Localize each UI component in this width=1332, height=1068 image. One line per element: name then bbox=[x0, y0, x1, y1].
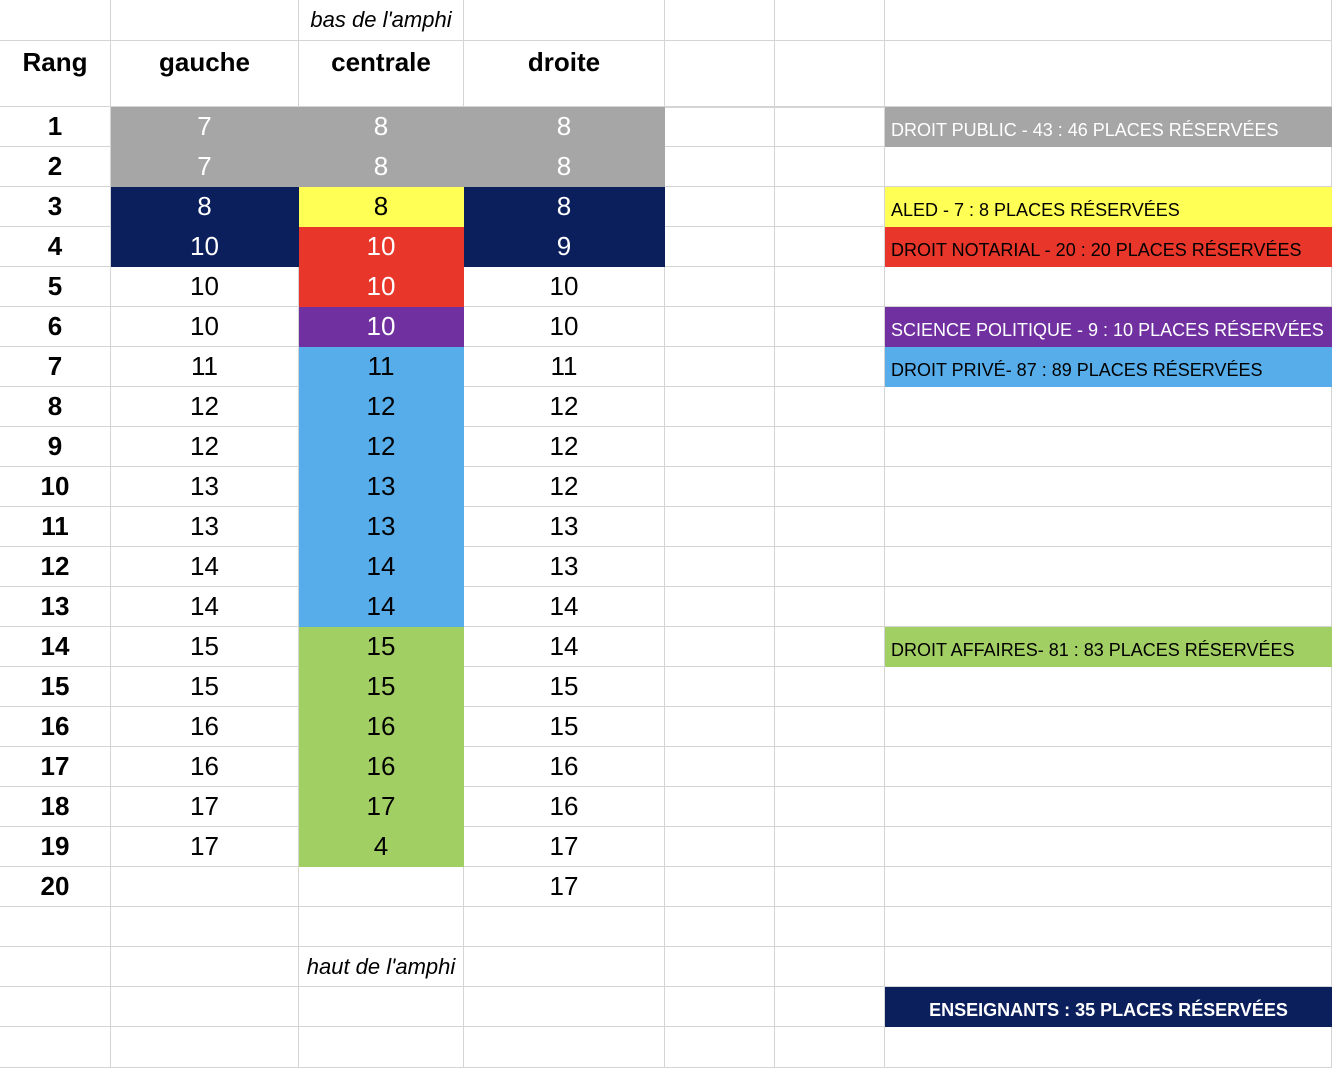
seat-count-centrale[interactable]: 8 bbox=[299, 147, 464, 187]
header-centrale[interactable]: centrale bbox=[299, 41, 464, 107]
empty-cell[interactable] bbox=[464, 907, 665, 947]
empty-cell[interactable] bbox=[885, 507, 1332, 547]
seat-count-gauche[interactable]: 16 bbox=[111, 747, 299, 787]
empty-cell[interactable] bbox=[885, 547, 1332, 587]
empty-cell[interactable] bbox=[885, 947, 1332, 987]
seat-count-droite[interactable]: 12 bbox=[464, 427, 665, 467]
empty-cell[interactable] bbox=[111, 947, 299, 987]
rank-cell[interactable]: 20 bbox=[0, 867, 111, 907]
empty-cell[interactable] bbox=[665, 467, 775, 507]
empty-cell[interactable] bbox=[775, 667, 885, 707]
header-gauche[interactable]: gauche bbox=[111, 41, 299, 107]
seat-count-droite[interactable]: 16 bbox=[464, 787, 665, 827]
seat-count-centrale[interactable]: 14 bbox=[299, 547, 464, 587]
empty-cell[interactable] bbox=[775, 787, 885, 827]
rank-cell[interactable]: 16 bbox=[0, 707, 111, 747]
empty-cell[interactable] bbox=[464, 987, 665, 1027]
seat-count-gauche[interactable]: 15 bbox=[111, 667, 299, 707]
seat-count-centrale[interactable]: 14 bbox=[299, 587, 464, 627]
seat-count-gauche[interactable]: 10 bbox=[111, 227, 299, 267]
empty-cell[interactable] bbox=[885, 827, 1332, 867]
empty-cell[interactable] bbox=[665, 947, 775, 987]
empty-cell[interactable] bbox=[885, 387, 1332, 427]
rank-cell[interactable]: 13 bbox=[0, 587, 111, 627]
empty-cell[interactable] bbox=[775, 867, 885, 907]
empty-cell[interactable] bbox=[0, 947, 111, 987]
rank-cell[interactable]: 3 bbox=[0, 187, 111, 227]
empty-cell[interactable] bbox=[775, 307, 885, 347]
empty-cell[interactable] bbox=[665, 667, 775, 707]
seat-count-droite[interactable]: 14 bbox=[464, 627, 665, 667]
empty-cell[interactable] bbox=[665, 907, 775, 947]
rank-cell[interactable]: 15 bbox=[0, 667, 111, 707]
seat-count-gauche[interactable]: 14 bbox=[111, 547, 299, 587]
rank-cell[interactable]: 8 bbox=[0, 387, 111, 427]
bottom-note[interactable]: haut de l'amphi bbox=[299, 947, 464, 987]
empty-cell[interactable] bbox=[665, 267, 775, 307]
seat-count-centrale[interactable]: 4 bbox=[299, 827, 464, 867]
seat-count-centrale[interactable]: 12 bbox=[299, 387, 464, 427]
seat-count-droite[interactable]: 10 bbox=[464, 307, 665, 347]
empty-cell[interactable] bbox=[665, 987, 775, 1027]
rank-cell[interactable]: 17 bbox=[0, 747, 111, 787]
empty-cell[interactable] bbox=[665, 0, 775, 41]
empty-cell[interactable] bbox=[775, 1027, 885, 1068]
empty-cell[interactable] bbox=[665, 507, 775, 547]
seat-count-gauche[interactable]: 7 bbox=[111, 107, 299, 147]
empty-cell[interactable] bbox=[885, 427, 1332, 467]
empty-cell[interactable] bbox=[885, 707, 1332, 747]
seat-count-centrale[interactable]: 15 bbox=[299, 627, 464, 667]
seat-count-droite[interactable]: 11 bbox=[464, 347, 665, 387]
seat-count-gauche[interactable]: 13 bbox=[111, 467, 299, 507]
empty-cell[interactable] bbox=[0, 987, 111, 1027]
seat-count-gauche[interactable]: 10 bbox=[111, 307, 299, 347]
empty-cell[interactable] bbox=[775, 907, 885, 947]
seat-count-centrale[interactable]: 10 bbox=[299, 227, 464, 267]
seat-count-centrale[interactable]: 16 bbox=[299, 747, 464, 787]
seat-count-droite[interactable]: 13 bbox=[464, 507, 665, 547]
empty-cell[interactable] bbox=[775, 0, 885, 41]
empty-cell[interactable] bbox=[775, 467, 885, 507]
legend-droit-notarial[interactable]: DROIT NOTARIAL - 20 : 20 PLACES RÉSERVÉES bbox=[885, 227, 1332, 267]
seat-count-droite[interactable]: 14 bbox=[464, 587, 665, 627]
empty-cell[interactable] bbox=[775, 227, 885, 267]
empty-cell[interactable] bbox=[665, 747, 775, 787]
empty-cell[interactable] bbox=[665, 787, 775, 827]
empty-cell[interactable] bbox=[775, 187, 885, 227]
rank-cell[interactable]: 2 bbox=[0, 147, 111, 187]
legend-enseignants[interactable]: ENSEIGNANTS : 35 PLACES RÉSERVÉES bbox=[885, 987, 1332, 1027]
seat-count-centrale[interactable]: 11 bbox=[299, 347, 464, 387]
header-droite[interactable]: droite bbox=[464, 41, 665, 107]
seat-count-gauche[interactable]: 10 bbox=[111, 267, 299, 307]
empty-cell[interactable] bbox=[299, 987, 464, 1027]
empty-cell[interactable] bbox=[775, 107, 885, 147]
seat-count-centrale[interactable]: 17 bbox=[299, 787, 464, 827]
empty-cell[interactable] bbox=[885, 1027, 1332, 1068]
empty-cell[interactable] bbox=[885, 787, 1332, 827]
empty-cell[interactable] bbox=[665, 867, 775, 907]
seat-count-gauche[interactable]: 17 bbox=[111, 787, 299, 827]
header-droite-top[interactable] bbox=[464, 0, 665, 41]
empty-cell[interactable] bbox=[111, 987, 299, 1027]
empty-cell[interactable] bbox=[775, 147, 885, 187]
empty-cell[interactable] bbox=[0, 907, 111, 947]
seat-count-gauche[interactable]: 12 bbox=[111, 387, 299, 427]
empty-cell[interactable] bbox=[665, 387, 775, 427]
empty-cell[interactable] bbox=[111, 907, 299, 947]
rank-cell[interactable]: 10 bbox=[0, 467, 111, 507]
rank-cell[interactable]: 19 bbox=[0, 827, 111, 867]
seat-count-gauche[interactable]: 8 bbox=[111, 187, 299, 227]
empty-cell[interactable] bbox=[665, 587, 775, 627]
empty-cell[interactable] bbox=[0, 1027, 111, 1068]
seat-count-centrale[interactable]: 15 bbox=[299, 667, 464, 707]
seat-count-gauche[interactable]: 15 bbox=[111, 627, 299, 667]
seat-count-centrale[interactable] bbox=[299, 867, 464, 907]
seat-count-gauche[interactable]: 11 bbox=[111, 347, 299, 387]
empty-cell[interactable] bbox=[775, 827, 885, 867]
empty-cell[interactable] bbox=[775, 987, 885, 1027]
seat-count-gauche[interactable]: 14 bbox=[111, 587, 299, 627]
rank-cell[interactable]: 7 bbox=[0, 347, 111, 387]
empty-cell[interactable] bbox=[775, 41, 885, 107]
empty-cell[interactable] bbox=[885, 907, 1332, 947]
empty-cell[interactable] bbox=[665, 427, 775, 467]
empty-cell[interactable] bbox=[665, 147, 775, 187]
seat-count-centrale[interactable]: 13 bbox=[299, 467, 464, 507]
empty-cell[interactable] bbox=[665, 1027, 775, 1068]
seat-count-centrale[interactable]: 8 bbox=[299, 107, 464, 147]
empty-cell[interactable] bbox=[665, 627, 775, 667]
seat-count-centrale[interactable]: 13 bbox=[299, 507, 464, 547]
rank-cell[interactable]: 18 bbox=[0, 787, 111, 827]
empty-cell[interactable] bbox=[775, 507, 885, 547]
seat-count-gauche[interactable]: 12 bbox=[111, 427, 299, 467]
empty-cell[interactable] bbox=[885, 867, 1332, 907]
seat-count-centrale[interactable]: 10 bbox=[299, 307, 464, 347]
rank-cell[interactable]: 11 bbox=[0, 507, 111, 547]
empty-cell[interactable] bbox=[775, 547, 885, 587]
seat-count-droite[interactable]: 15 bbox=[464, 667, 665, 707]
empty-cell[interactable] bbox=[665, 347, 775, 387]
seat-count-droite[interactable]: 8 bbox=[464, 147, 665, 187]
seat-count-centrale[interactable]: 16 bbox=[299, 707, 464, 747]
seat-count-centrale[interactable]: 8 bbox=[299, 187, 464, 227]
seat-count-centrale[interactable]: 12 bbox=[299, 427, 464, 467]
empty-cell[interactable] bbox=[885, 267, 1332, 307]
header-rank-top[interactable] bbox=[0, 0, 111, 41]
empty-cell[interactable] bbox=[775, 387, 885, 427]
legend-droit-public[interactable]: DROIT PUBLIC - 43 : 46 PLACES RÉSERVÉES bbox=[885, 107, 1332, 147]
empty-cell[interactable] bbox=[665, 827, 775, 867]
empty-cell[interactable] bbox=[665, 187, 775, 227]
empty-cell[interactable] bbox=[775, 587, 885, 627]
seat-count-gauche[interactable]: 17 bbox=[111, 827, 299, 867]
rank-cell[interactable]: 4 bbox=[0, 227, 111, 267]
empty-cell[interactable] bbox=[885, 747, 1332, 787]
legend-science-politique[interactable]: SCIENCE POLITIQUE - 9 : 10 PLACES RÉSERVÉES bbox=[885, 307, 1332, 347]
empty-cell[interactable] bbox=[885, 467, 1332, 507]
rank-cell[interactable]: 14 bbox=[0, 627, 111, 667]
empty-cell[interactable] bbox=[464, 947, 665, 987]
seat-count-droite[interactable]: 8 bbox=[464, 187, 665, 227]
empty-cell[interactable] bbox=[885, 0, 1332, 41]
seat-count-gauche[interactable] bbox=[111, 867, 299, 907]
seat-count-droite[interactable]: 15 bbox=[464, 707, 665, 747]
rank-cell[interactable]: 9 bbox=[0, 427, 111, 467]
empty-cell[interactable] bbox=[464, 1027, 665, 1068]
empty-cell[interactable] bbox=[775, 627, 885, 667]
seat-count-gauche[interactable]: 16 bbox=[111, 707, 299, 747]
legend-aled[interactable]: ALED - 7 : 8 PLACES RÉSERVÉES bbox=[885, 187, 1332, 227]
rank-cell[interactable]: 1 bbox=[0, 107, 111, 147]
empty-cell[interactable] bbox=[775, 707, 885, 747]
rank-cell[interactable]: 6 bbox=[0, 307, 111, 347]
empty-cell[interactable] bbox=[665, 307, 775, 347]
seat-count-droite[interactable]: 17 bbox=[464, 827, 665, 867]
empty-cell[interactable] bbox=[299, 1027, 464, 1068]
legend-droit-prive[interactable]: DROIT PRIVÉ- 87 : 89 PLACES RÉSERVÉES bbox=[885, 347, 1332, 387]
seat-count-gauche[interactable]: 13 bbox=[111, 507, 299, 547]
seat-count-gauche[interactable]: 7 bbox=[111, 147, 299, 187]
rank-cell[interactable]: 5 bbox=[0, 267, 111, 307]
top-note[interactable]: bas de l'amphi bbox=[299, 0, 464, 41]
seat-count-droite[interactable]: 13 bbox=[464, 547, 665, 587]
empty-cell[interactable] bbox=[775, 947, 885, 987]
seat-count-droite[interactable]: 17 bbox=[464, 867, 665, 907]
seat-count-droite[interactable]: 10 bbox=[464, 267, 665, 307]
empty-cell[interactable] bbox=[111, 1027, 299, 1068]
seat-count-droite[interactable]: 12 bbox=[464, 467, 665, 507]
header-rank[interactable]: Rang bbox=[0, 41, 111, 107]
empty-cell[interactable] bbox=[665, 547, 775, 587]
seat-count-centrale[interactable]: 10 bbox=[299, 267, 464, 307]
header-gauche-top[interactable] bbox=[111, 0, 299, 41]
empty-cell[interactable] bbox=[885, 587, 1332, 627]
empty-cell[interactable] bbox=[665, 41, 775, 107]
seat-count-droite[interactable]: 12 bbox=[464, 387, 665, 427]
seat-count-droite[interactable]: 9 bbox=[464, 227, 665, 267]
seat-count-droite[interactable]: 8 bbox=[464, 107, 665, 147]
empty-cell[interactable] bbox=[775, 347, 885, 387]
empty-cell[interactable] bbox=[885, 41, 1332, 107]
empty-cell[interactable] bbox=[665, 227, 775, 267]
empty-cell[interactable] bbox=[665, 107, 775, 147]
empty-cell[interactable] bbox=[775, 747, 885, 787]
rank-cell[interactable]: 12 bbox=[0, 547, 111, 587]
empty-cell[interactable] bbox=[775, 427, 885, 467]
empty-cell[interactable] bbox=[299, 907, 464, 947]
empty-cell[interactable] bbox=[665, 707, 775, 747]
empty-cell[interactable] bbox=[775, 267, 885, 307]
empty-cell[interactable] bbox=[885, 147, 1332, 187]
seat-count-droite[interactable]: 16 bbox=[464, 747, 665, 787]
legend-droit-affaires[interactable]: DROIT AFFAIRES- 81 : 83 PLACES RÉSERVÉES bbox=[885, 627, 1332, 667]
empty-cell[interactable] bbox=[885, 667, 1332, 707]
